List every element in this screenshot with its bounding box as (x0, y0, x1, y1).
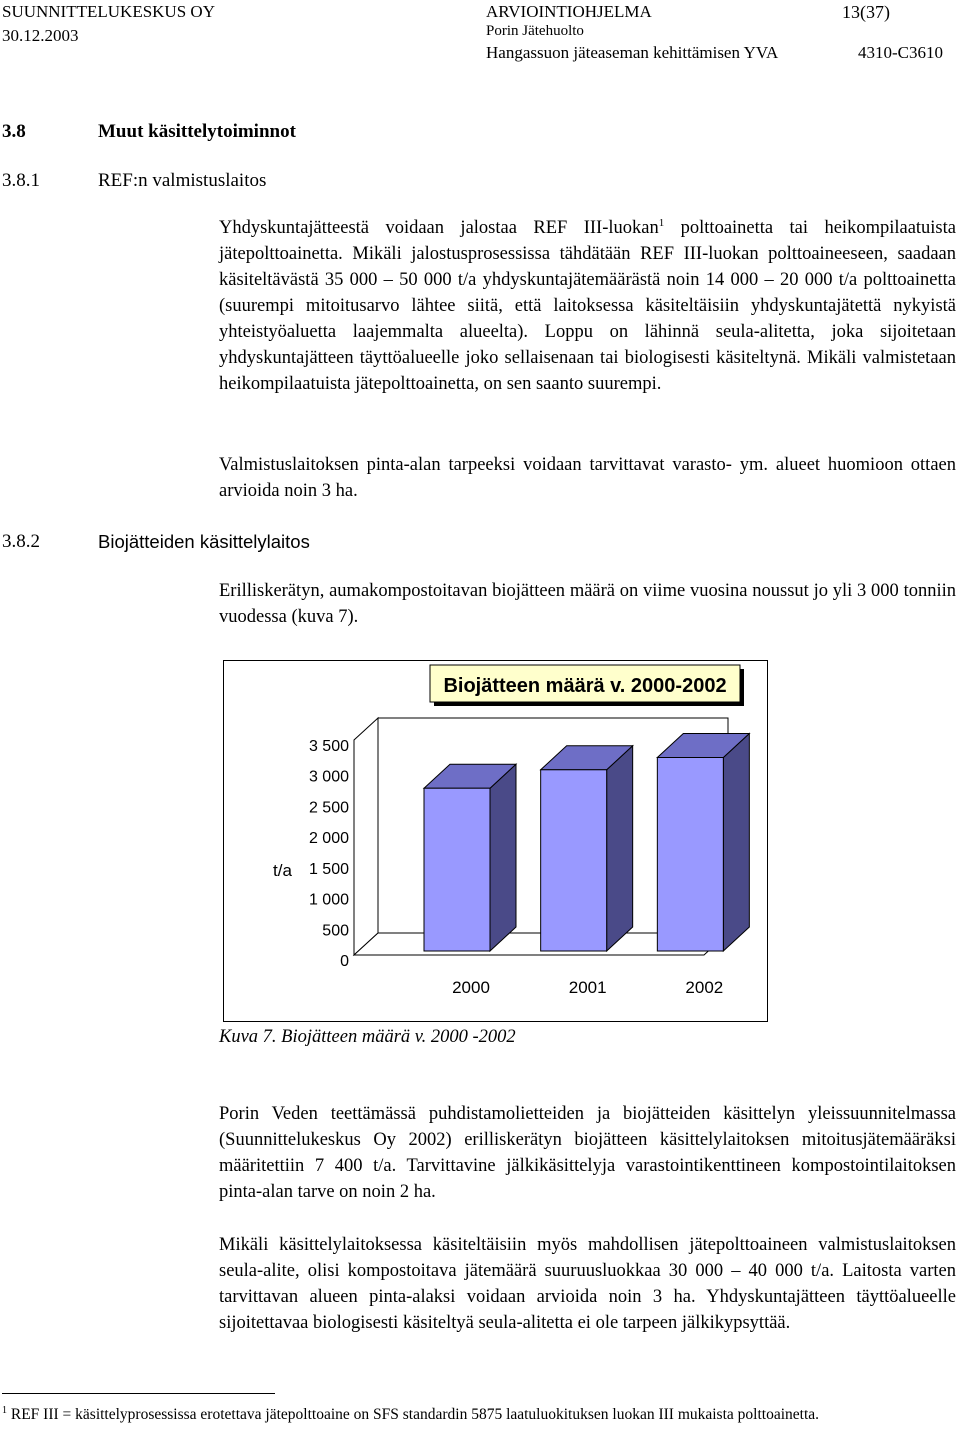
footnote-number: 1 (2, 1405, 7, 1416)
chart-ytick-label: 3 500 (308, 738, 349, 755)
chart-bar (657, 758, 723, 952)
paragraph-pori-water-text: Porin Veden teettämässä puhdistamolietteiden ja biojätteiden käsittelyn yleissuunnitelmassa (Suunnittelukeskus Oy 2002) erilliskerätyn biojätteen käsittelylaitoksen mitoitusjätemääräksi määritettiin 7 400 t/a. Tarvittavine jälkikäsittelyja varastointikenttineen kompostointilaitoksen pinta-alan tarve on noin 2 ha. (219, 1104, 956, 1202)
paragraph-ref-plant (219, 215, 956, 397)
chart-bar (541, 770, 607, 951)
chart-ylabel: t/a (273, 861, 292, 880)
section-3-8-2-number: 3.8.2 (2, 531, 40, 552)
footnote-divider (2, 1393, 275, 1394)
paragraph-ref-part-b: polttoainetta tai heikompilaatuista jätepolttoainetta. Mikäli jalostusprosessissa tähdätään REF III-luokan polttoaineeseen, saadaan käsiteltävästä 35 000 – 50 000 t/a yhdyskuntajätemäärästä noin 14 000 – 20 000 t/a polttoainetta (suurempi mitoitusarvo lähtee siitä, että laitoksessa käsiteltäisiin yhdyskuntajätettä nykyistä yhteistyöaluetta laajemmalta alueelta). Loppu on lähinnä seula-alitetta, joka sijoitetaan yhdyskuntajätteen täyttöalueelle joko sellaisenaan tai biologisesti käsiteltynä. Mikäli valmistetaan heikompilaatuista jätepolttoainetta, on sen saanto suurempi. (219, 218, 956, 394)
paragraph-ref-part-a: Yhdyskuntajätteestä voidaan jalostaa REF III-luokan (219, 218, 659, 238)
header-client: Porin Jätehuolto (486, 23, 584, 39)
header-company: SUUNNITTELUKESKUS OY (2, 2, 215, 21)
chart-bars (424, 734, 749, 952)
chart-ytick-label: 2 500 (308, 799, 349, 817)
chart-xtick-label: 2000 (452, 978, 490, 997)
section-3-8-2-title: Biojätteiden käsittelylaitos (98, 531, 310, 552)
paragraph-pori-water (219, 1101, 956, 1205)
biowaste-chart (223, 660, 768, 1022)
chart-xtick-label: 2001 (568, 978, 607, 997)
chart-bar (424, 788, 490, 951)
figure-caption: Kuva 7. Biojätteen määrä v. 2000 -2002 (219, 1027, 516, 1047)
paragraph-biowaste-text: Erilliskerätyn, aumakompostoitavan biojätteen määrä on viime vuosina noussut jo yli 3 000 tonniin vuodessa (kuva 7). (219, 581, 956, 627)
paragraph-capacity-text: Mikäli käsittelylaitoksessa käsiteltäisiin myös mahdollisen jätepolttoaineen valmistuslaitoksen seula-alite, olisi kompostoitava jätemäärä suuruusluokkaa 30 000 – 40 000 t/a. Laitosta varten tarvittavan alueen pinta-alaksi voidaan arvioida noin 3 ha. Yhdyskuntajätteen täyttöalueelle sijoitettavaa biologisesti käsiteltyä seula-alitetta ei ole tarpeen jälkikypsyttää. (219, 1235, 956, 1333)
header-doc-type: ARVIOINTIOHJELMA (486, 2, 652, 21)
chart-bar-side (723, 734, 749, 952)
header-page: 13(37) (842, 2, 890, 22)
header-project: Hangassuon jäteaseman kehittämisen YVA (486, 43, 779, 62)
chart-ytick-label: 1 000 (308, 891, 349, 909)
chart-side-wall (354, 718, 378, 955)
section-3-8-number: 3.8 (2, 121, 26, 142)
chart-ytick-label: 3 000 (308, 768, 349, 786)
header-code: 4310-C3610 (858, 43, 943, 62)
section-3-8-1-number: 3.8.1 (2, 170, 40, 191)
header-date: 30.12.2003 (2, 26, 79, 45)
section-3-8-title: Muut käsittelytoiminnot (98, 121, 296, 142)
section-3-8-1-title: REF:n valmistuslaitos (98, 170, 267, 191)
paragraph-capacity (219, 1232, 956, 1336)
chart-bar-side (607, 746, 633, 951)
footnote (2, 1404, 957, 1425)
paragraph-biowaste (219, 578, 956, 630)
chart-ytick-label: 2 000 (308, 830, 349, 848)
chart-bar-side (490, 764, 516, 951)
chart-ytick-label: 0 (340, 953, 349, 970)
chart-title: Biojätteen määrä v. 2000-2002 (443, 675, 727, 697)
chart-ytick-label: 500 (322, 922, 349, 940)
footnote-text: REF III = käsittelyprosessissa erotettava jätepolttoaine on SFS standardin 5875 laatuluokituksen luokan III mukaista polttoainetta. (7, 1406, 820, 1423)
chart-ytick-label: 1 500 (308, 860, 349, 878)
footnote-ref: 1 (658, 217, 665, 229)
paragraph-area (219, 452, 956, 504)
chart-svg (223, 660, 768, 1022)
paragraph-area-text: Valmistuslaitoksen pinta-alan tarpeeksi voidaan tarvittavat varasto- ym. alueet huomioon ottaen arvioida noin 3 ha. (219, 455, 956, 501)
chart-xtick-label: 2002 (685, 978, 724, 997)
